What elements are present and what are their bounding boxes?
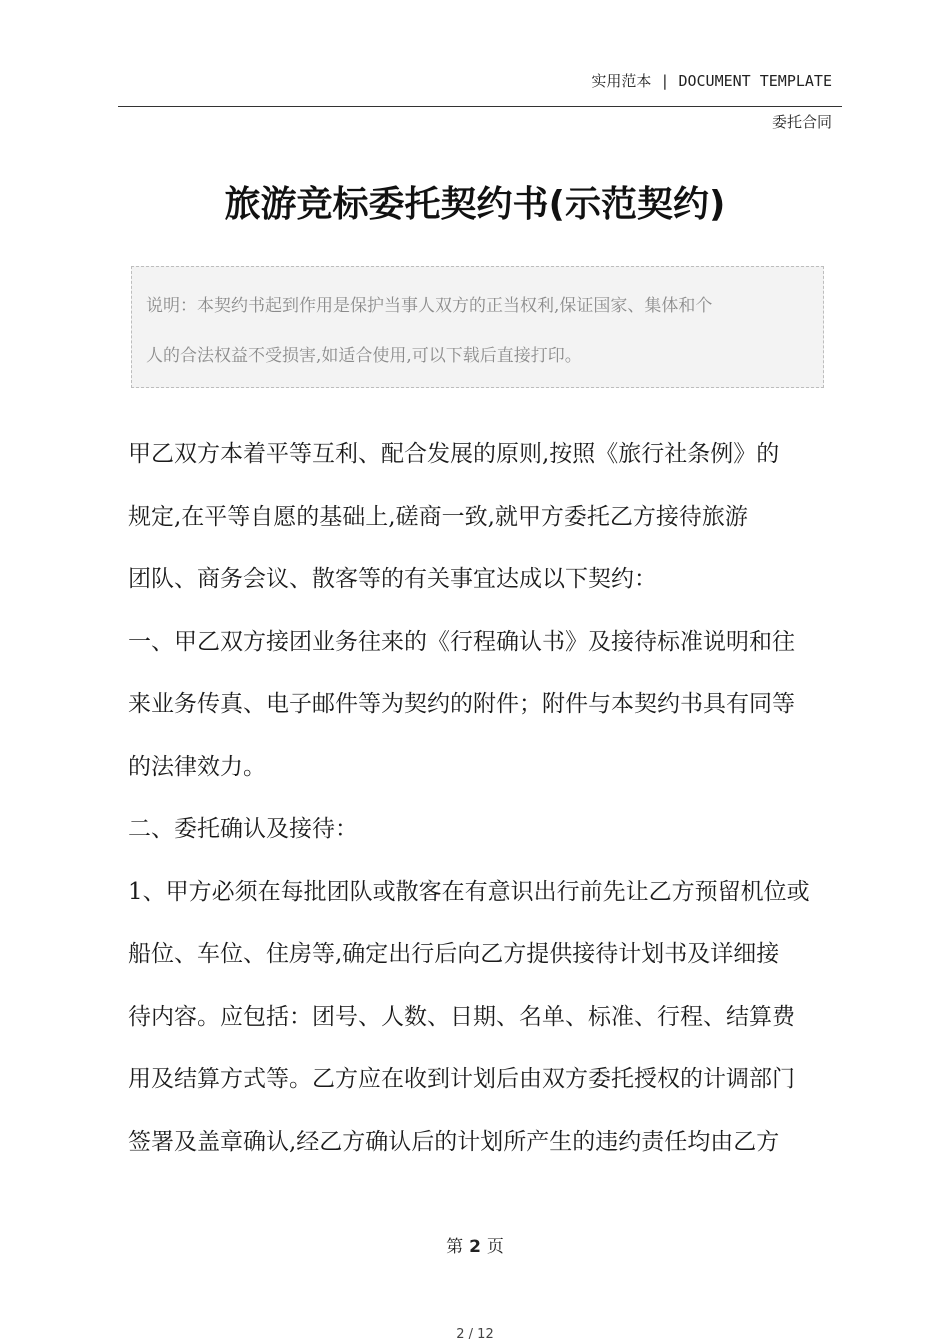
body-line: 签署及盖章确认,经乙方确认后的计划所产生的违约责任均由乙方 [128, 1128, 780, 1155]
page-suffix: 页 [486, 1237, 504, 1257]
body-line: 一、甲乙双方接团业务往来的《行程确认书》及接待标准说明和往 [128, 628, 795, 655]
body-line: 团队、商务会议、散客等的有关事宜达成以下契约： [128, 566, 657, 592]
body-line: 待内容。应包括：团号、人数、日期、名单、标准、行程、结算费 [128, 1003, 795, 1030]
body-line: 的法律效力。 [128, 753, 266, 780]
body-line: 二、委托确认及接待： [128, 816, 358, 842]
body-line: 用及结算方式等。乙方应在收到计划后由双方委托授权的计调部门 [128, 1066, 795, 1092]
page-number: 2 [469, 1237, 481, 1257]
body-line: 甲乙双方本着平等互利、配合发展的原则,按照《旅行社条例》的 [128, 441, 780, 467]
body-line: 1、甲方必须在每批团队或散客在有意识出行前先让乙方预留机位或 [128, 878, 810, 905]
header-divider [118, 106, 842, 107]
body-line: 船位、车位、住房等,确定出行后向乙方提供接待计划书及详细接 [128, 941, 780, 967]
contract-body [128, 423, 848, 1173]
header-category-label: 委托合同 [771, 113, 832, 131]
note-line: 人的合法权益不受损害,如适合使用,可以下载后直接打印。 [146, 346, 582, 366]
page-number-label [0, 1232, 950, 1257]
header-template-label: 实用范本 | DOCUMENT TEMPLATE [591, 72, 832, 90]
document-title: 旅游竞标委托契约书(示范契约) [224, 184, 726, 225]
body-line: 规定,在平等自愿的基础上,磋商一致,就甲方委托乙方接待旅游 [128, 503, 748, 530]
page-count-indicator: 2 / 12 [456, 1327, 494, 1342]
description-note-box [131, 266, 824, 388]
note-line: 说明：本契约书起到作用是保护当事人双方的正当权利,保证国家、集体和个 [146, 296, 713, 316]
page-prefix: 第 [446, 1237, 464, 1257]
body-line: 来业务传真、电子邮件等为契约的附件；附件与本契约书具有同等 [128, 691, 795, 717]
